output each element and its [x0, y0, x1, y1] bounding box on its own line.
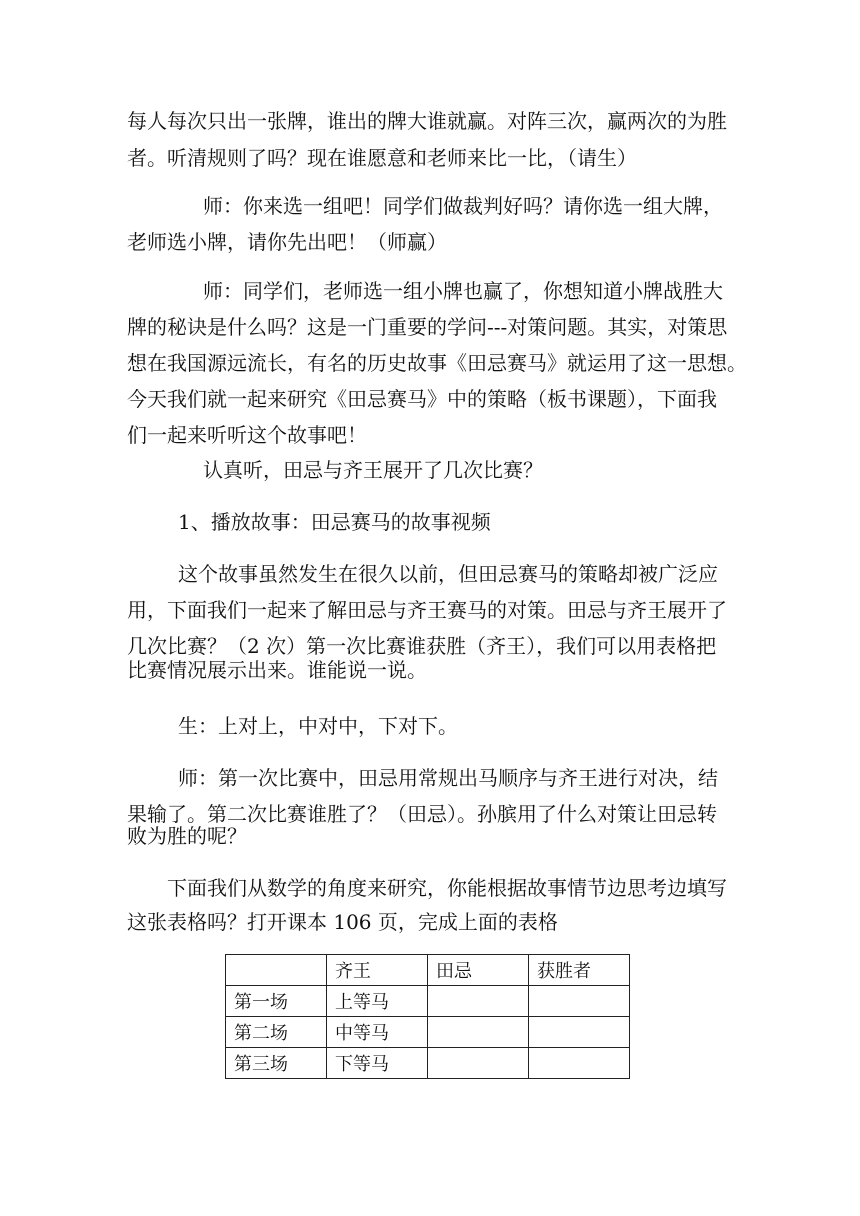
- line-text: 这个故事虽然发生在很久以前，但田忌赛马的策略却被广泛应: [178, 562, 718, 586]
- table-cell: 上等马: [327, 986, 428, 1017]
- line-text: 牌的秘诀是什么吗？这是一门重要的学问---对策问题。其实，对策思: [127, 315, 728, 339]
- table-cell: [428, 1048, 529, 1079]
- line-text: 们一起来听听这个故事吧！: [127, 423, 367, 447]
- line-text: 认真听，田忌与齐王展开了几次比赛？: [203, 458, 543, 482]
- line-text: 师：你来选一组吧！同学们做裁判好吗？请你选一组大牌，: [203, 194, 723, 218]
- table-cell: 下等马: [327, 1048, 428, 1079]
- table-header-cell: 齐王: [327, 955, 428, 986]
- line-text: 下面我们从数学的角度来研究，你能根据故事情节边思考边填写: [167, 876, 727, 900]
- line-text: 比赛情况展示出来。谁能说一说。: [127, 658, 427, 682]
- line-text: 用，下面我们一起来了解田忌与齐王赛马的对策。田忌与齐王展开了: [127, 598, 727, 622]
- table-cell: [529, 1048, 630, 1079]
- line-text: 这张表格吗？打开课本 106 页，完成上面的表格: [127, 910, 558, 934]
- table-cell: [529, 986, 630, 1017]
- line-text: 生：上对上，中对中，下对下。: [178, 714, 458, 738]
- table-row: [226, 1017, 630, 1048]
- line-text: 1、播放故事：田忌赛马的故事视频: [178, 510, 491, 534]
- line-text: 果输了。第二次比赛谁胜了？（田忌）。孙膑用了什么对策让田忌转: [127, 802, 717, 826]
- line-text: 者。听清规则了吗？现在谁愿意和老师来比一比，（请生）: [127, 146, 637, 170]
- table-row: [226, 986, 630, 1017]
- line-text: 几次比赛？（2 次）第一次比赛谁获胜（齐王），我们可以用表格把: [127, 634, 717, 658]
- table-cell: [428, 986, 529, 1017]
- table-header-cell: 获胜者: [529, 955, 630, 986]
- line-text: 师：同学们，老师选一组小牌也赢了，你想知道小牌战胜大: [203, 279, 723, 303]
- line-text: 今天我们就一起来研究《田忌赛马》中的策略（板书课题），下面我: [127, 387, 717, 411]
- table-row: [226, 1048, 630, 1079]
- line-text: 败为胜的呢？: [127, 824, 247, 848]
- table-header-cell: [226, 955, 327, 986]
- line-text: 师：第一次比赛中，田忌用常规出马顺序与齐王进行对决，结: [178, 766, 718, 790]
- table-cell: 第三场: [226, 1048, 327, 1079]
- table-header-cell: 田忌: [428, 955, 529, 986]
- line-text: 想在我国源远流长，有名的历史故事《田忌赛马》就运用了这一思想。: [127, 351, 747, 375]
- table-cell: 第二场: [226, 1017, 327, 1048]
- table-header-row: [226, 955, 630, 986]
- table-cell: [529, 1017, 630, 1048]
- table-cell: 中等马: [327, 1017, 428, 1048]
- table-cell: 第一场: [226, 986, 327, 1017]
- race-results-table: [225, 954, 630, 1079]
- line-text: 老师选小牌，请你先出吧！（师赢）: [127, 230, 447, 254]
- table-cell: [428, 1017, 529, 1048]
- line-text: 每人每次只出一张牌，谁出的牌大谁就赢。对阵三次，赢两次的为胜: [127, 109, 727, 133]
